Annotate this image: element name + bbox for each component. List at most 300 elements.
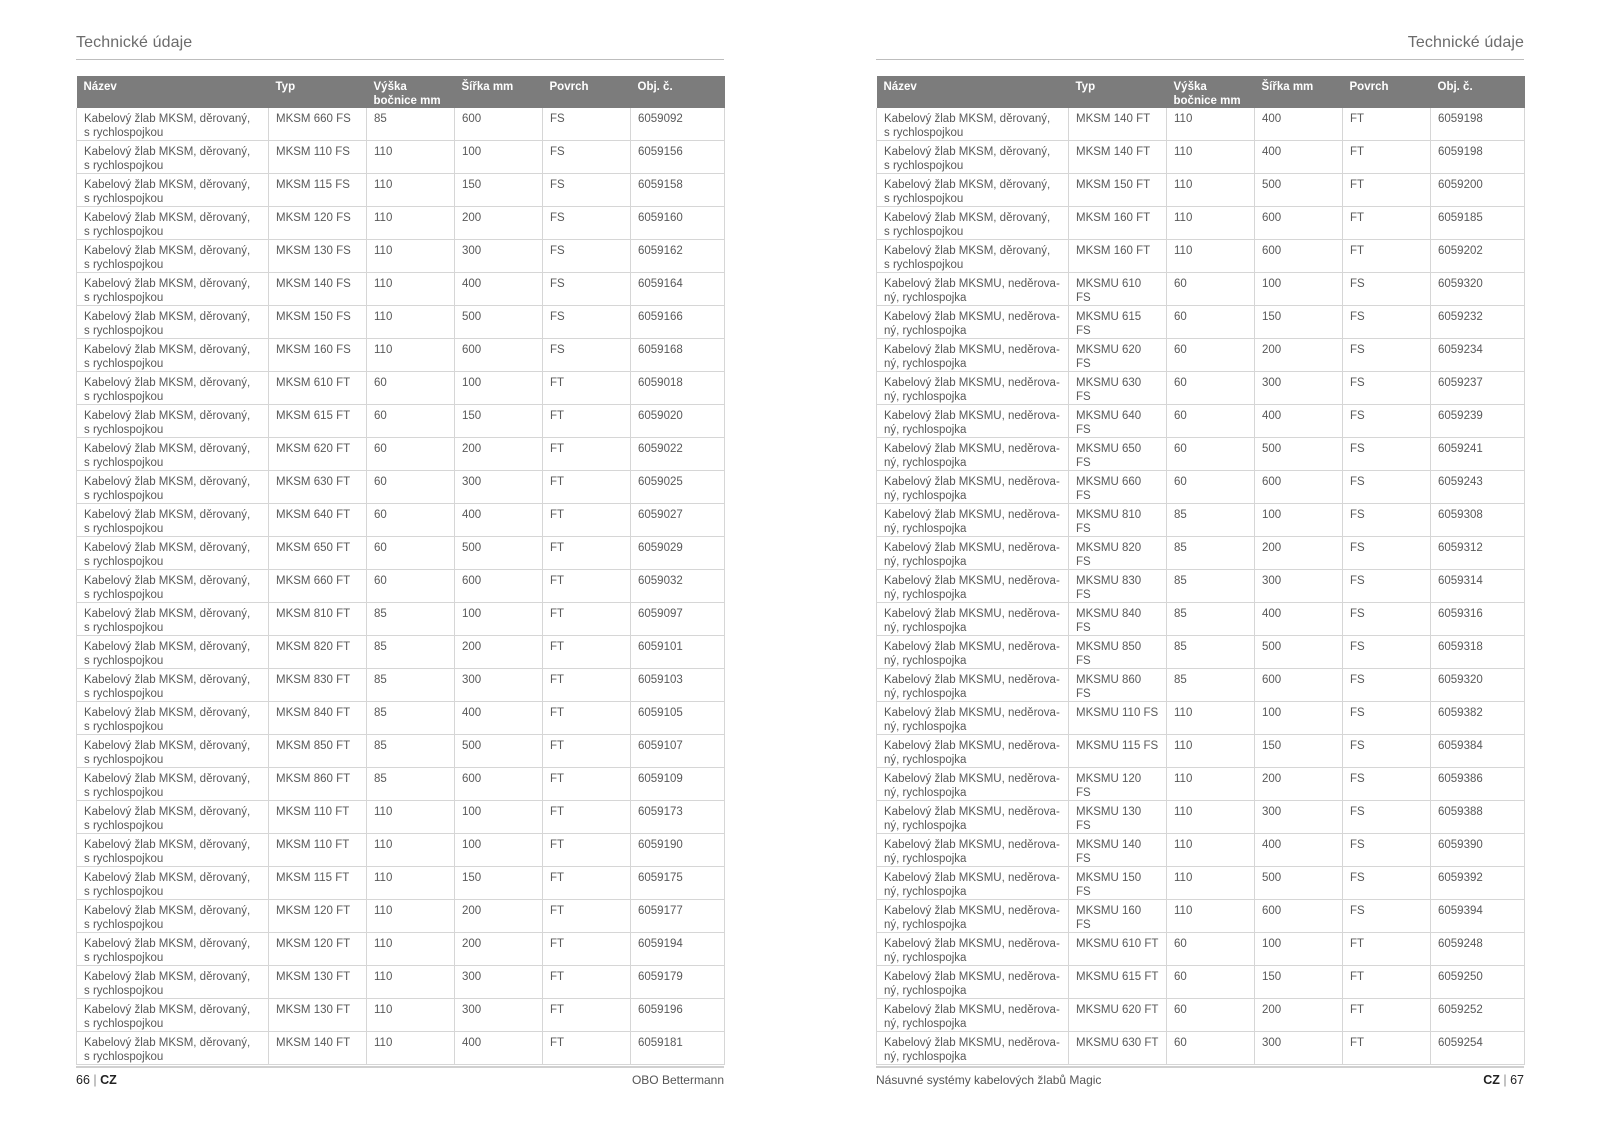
table-row xyxy=(877,504,1525,537)
cell-side-height: 85 xyxy=(367,702,455,735)
column-header-type: Typ xyxy=(269,76,367,108)
cell-order-number: 6059386 xyxy=(1431,768,1525,801)
cell-type: MKSM 110 FT xyxy=(269,834,367,867)
cell-order-number: 6059248 xyxy=(1431,933,1525,966)
table-row xyxy=(77,867,725,900)
cell-type: MKSMU 640 FS xyxy=(1069,405,1167,438)
table-row xyxy=(77,570,725,603)
cell-side-height: 85 xyxy=(367,669,455,702)
cell-name: Kabelový žlab MKSM, děrovaný, s rychlospojkou xyxy=(77,339,269,372)
cell-surface: FT xyxy=(1343,999,1431,1032)
cell-width: 300 xyxy=(455,240,543,273)
table-row xyxy=(77,240,725,273)
cell-type: MKSMU 160 FS xyxy=(1069,900,1167,933)
cell-name: Kabelový žlab MKSMU, neděrova- ný, rychlospojka xyxy=(877,603,1069,636)
cell-side-height: 110 xyxy=(367,207,455,240)
page-number-value: 66 xyxy=(76,1073,90,1087)
cell-surface: FS xyxy=(543,207,631,240)
cell-name: Kabelový žlab MKSM, děrovaný, s rychlospojkou xyxy=(77,966,269,999)
table-row xyxy=(77,405,725,438)
cell-order-number: 6059175 xyxy=(631,867,725,900)
page-title: Technické údaje xyxy=(76,34,193,51)
cell-side-height: 60 xyxy=(1167,471,1255,504)
cell-type: MKSM 660 FT xyxy=(269,570,367,603)
cell-side-height: 110 xyxy=(367,273,455,306)
cell-type: MKSM 620 FT xyxy=(269,438,367,471)
cell-type: MKSMU 620 FT xyxy=(1069,999,1167,1032)
cell-type: MKSM 160 FT xyxy=(1069,240,1167,273)
table-row xyxy=(77,438,725,471)
cell-type: MKSMU 660 FS xyxy=(1069,471,1167,504)
cell-name: Kabelový žlab MKSM, děrovaný, s rychlospojkou xyxy=(77,1032,269,1065)
page-number-separator: | xyxy=(93,1073,97,1087)
footer-catalog-title: Násuvné systémy kabelových žlabů Magic xyxy=(876,1073,1102,1087)
cell-surface: FS xyxy=(1343,735,1431,768)
cell-order-number: 6059254 xyxy=(1431,1032,1525,1065)
cell-order-number: 6059168 xyxy=(631,339,725,372)
cell-name: Kabelový žlab MKSM, děrovaný, s rychlospojkou xyxy=(77,768,269,801)
cell-width: 200 xyxy=(1255,339,1343,372)
table-row xyxy=(877,867,1525,900)
cell-type: MKSMU 615 FS xyxy=(1069,306,1167,339)
cell-side-height: 85 xyxy=(1167,570,1255,603)
cell-width: 600 xyxy=(1255,207,1343,240)
cell-side-height: 85 xyxy=(1167,537,1255,570)
cell-width: 500 xyxy=(1255,636,1343,669)
cell-width: 400 xyxy=(1255,141,1343,174)
footer-publisher: OBO Bettermann xyxy=(631,1073,724,1087)
cell-side-height: 110 xyxy=(1167,900,1255,933)
cell-width: 400 xyxy=(455,504,543,537)
cell-width: 200 xyxy=(455,933,543,966)
cell-width: 600 xyxy=(455,768,543,801)
cell-order-number: 6059314 xyxy=(1431,570,1525,603)
cell-order-number: 6059198 xyxy=(1431,141,1525,174)
cell-surface: FS xyxy=(1343,438,1431,471)
language-code: CZ xyxy=(1483,1073,1500,1087)
table-row xyxy=(877,570,1525,603)
cell-side-height: 85 xyxy=(1167,636,1255,669)
cell-order-number: 6059316 xyxy=(1431,603,1525,636)
cell-side-height: 110 xyxy=(367,867,455,900)
cell-surface: FT xyxy=(543,768,631,801)
language-code: CZ xyxy=(100,1073,117,1087)
cell-name: Kabelový žlab MKSM, děrovaný, s rychlospojkou xyxy=(877,108,1069,141)
cell-order-number: 6059025 xyxy=(631,471,725,504)
cell-side-height: 60 xyxy=(367,438,455,471)
cell-width: 600 xyxy=(455,108,543,141)
cell-surface: FT xyxy=(543,471,631,504)
cell-side-height: 85 xyxy=(367,108,455,141)
cell-order-number: 6059022 xyxy=(631,438,725,471)
table-row xyxy=(877,273,1525,306)
cell-width: 100 xyxy=(455,834,543,867)
cell-order-number: 6059092 xyxy=(631,108,725,141)
cell-surface: FT xyxy=(1343,240,1431,273)
cell-name: Kabelový žlab MKSM, děrovaný, s rychlospojkou xyxy=(877,207,1069,240)
cell-width: 300 xyxy=(455,966,543,999)
cell-order-number: 6059097 xyxy=(631,603,725,636)
cell-type: MKSM 830 FT xyxy=(269,669,367,702)
cell-surface: FS xyxy=(1343,306,1431,339)
page-number-separator: | xyxy=(1503,1073,1507,1087)
cell-name: Kabelový žlab MKSMU, neděrova- ný, rychlospojka xyxy=(877,636,1069,669)
cell-surface: FT xyxy=(543,801,631,834)
column-header-surface: Povrch xyxy=(1343,76,1431,108)
cell-width: 200 xyxy=(1255,537,1343,570)
cell-order-number: 6059179 xyxy=(631,966,725,999)
cell-width: 500 xyxy=(455,306,543,339)
cell-order-number: 6059101 xyxy=(631,636,725,669)
cell-side-height: 85 xyxy=(1167,504,1255,537)
cell-surface: FS xyxy=(543,306,631,339)
cell-type: MKSMU 110 FS xyxy=(1069,702,1167,735)
table-row xyxy=(877,240,1525,273)
table-row xyxy=(77,471,725,504)
cell-type: MKSMU 630 FS xyxy=(1069,372,1167,405)
cell-name: Kabelový žlab MKSMU, neděrova- ný, rychlospojka xyxy=(877,933,1069,966)
cell-type: MKSM 110 FT xyxy=(269,801,367,834)
column-header-side-height: Výška bočnice mm xyxy=(1167,76,1255,108)
cell-surface: FS xyxy=(1343,636,1431,669)
table-row xyxy=(877,438,1525,471)
cell-width: 400 xyxy=(455,702,543,735)
table-row xyxy=(877,471,1525,504)
footer-divider xyxy=(876,1066,1524,1068)
table-row xyxy=(877,702,1525,735)
cell-surface: FT xyxy=(1343,141,1431,174)
cell-surface: FS xyxy=(1343,504,1431,537)
cell-name: Kabelový žlab MKSM, děrovaný, s rychlospojkou xyxy=(77,570,269,603)
column-header-name: Název xyxy=(77,76,269,108)
cell-name: Kabelový žlab MKSM, děrovaný, s rychlospojkou xyxy=(77,801,269,834)
cell-surface: FS xyxy=(1343,570,1431,603)
cell-surface: FT xyxy=(543,372,631,405)
cell-width: 150 xyxy=(1255,735,1343,768)
cell-name: Kabelový žlab MKSM, děrovaný, s rychlospojkou xyxy=(77,207,269,240)
cell-name: Kabelový žlab MKSMU, neděrova- ný, rychlospojka xyxy=(877,405,1069,438)
page-number xyxy=(1483,1073,1524,1087)
cell-name: Kabelový žlab MKSMU, neděrova- ný, rychlospojka xyxy=(877,438,1069,471)
cell-order-number: 6059388 xyxy=(1431,801,1525,834)
title-divider xyxy=(76,59,724,60)
cell-width: 400 xyxy=(1255,603,1343,636)
table-row xyxy=(77,834,725,867)
cell-type: MKSM 140 FS xyxy=(269,273,367,306)
table-row xyxy=(877,339,1525,372)
cell-name: Kabelový žlab MKSM, děrovaný, s rychlospojkou xyxy=(77,504,269,537)
cell-type: MKSMU 810 FS xyxy=(1069,504,1167,537)
table-row xyxy=(877,966,1525,999)
cell-surface: FS xyxy=(1343,471,1431,504)
cell-surface: FS xyxy=(543,339,631,372)
cell-side-height: 110 xyxy=(1167,207,1255,240)
cell-side-height: 110 xyxy=(1167,768,1255,801)
cell-type: MKSM 615 FT xyxy=(269,405,367,438)
column-header-side-height: Výška bočnice mm xyxy=(367,76,455,108)
cell-name: Kabelový žlab MKSMU, neděrova- ný, rychlospojka xyxy=(877,768,1069,801)
cell-surface: FS xyxy=(1343,603,1431,636)
cell-width: 300 xyxy=(455,999,543,1032)
cell-width: 150 xyxy=(455,174,543,207)
cell-surface: FS xyxy=(1343,867,1431,900)
cell-name: Kabelový žlab MKSMU, neděrova- ný, rychlospojka xyxy=(877,471,1069,504)
cell-surface: FS xyxy=(1343,768,1431,801)
cell-name: Kabelový žlab MKSM, děrovaný, s rychlospojkou xyxy=(77,174,269,207)
cell-side-height: 110 xyxy=(1167,735,1255,768)
cell-name: Kabelový žlab MKSM, děrovaný, s rychlospojkou xyxy=(77,273,269,306)
cell-side-height: 110 xyxy=(367,834,455,867)
cell-order-number: 6059394 xyxy=(1431,900,1525,933)
cell-type: MKSMU 610 FS xyxy=(1069,273,1167,306)
cell-order-number: 6059156 xyxy=(631,141,725,174)
cell-width: 100 xyxy=(1255,933,1343,966)
cell-width: 150 xyxy=(455,405,543,438)
cell-order-number: 6059173 xyxy=(631,801,725,834)
cell-type: MKSMU 620 FS xyxy=(1069,339,1167,372)
cell-order-number: 6059177 xyxy=(631,900,725,933)
cell-surface: FT xyxy=(543,603,631,636)
cell-side-height: 60 xyxy=(367,537,455,570)
cell-width: 400 xyxy=(455,273,543,306)
table-row xyxy=(77,933,725,966)
table-row xyxy=(77,537,725,570)
cell-type: MKSMU 130 FS xyxy=(1069,801,1167,834)
cell-order-number: 6059241 xyxy=(1431,438,1525,471)
cell-name: Kabelový žlab MKSM, děrovaný, s rychlospojkou xyxy=(77,933,269,966)
cell-surface: FT xyxy=(543,999,631,1032)
cell-type: MKSM 640 FT xyxy=(269,504,367,537)
cell-width: 300 xyxy=(1255,570,1343,603)
table-row xyxy=(77,966,725,999)
cell-name: Kabelový žlab MKSMU, neděrova- ný, rychlospojka xyxy=(877,999,1069,1032)
cell-width: 600 xyxy=(455,570,543,603)
cell-type: MKSM 820 FT xyxy=(269,636,367,669)
column-header-order-number: Obj. č. xyxy=(1431,76,1525,108)
cell-type: MKSMU 840 FS xyxy=(1069,603,1167,636)
cell-order-number: 6059232 xyxy=(1431,306,1525,339)
cell-width: 500 xyxy=(455,735,543,768)
cell-name: Kabelový žlab MKSMU, neděrova- ný, rychlospojka xyxy=(877,1032,1069,1065)
cell-side-height: 60 xyxy=(1167,405,1255,438)
cell-side-height: 60 xyxy=(1167,933,1255,966)
cell-order-number: 6059202 xyxy=(1431,240,1525,273)
cell-side-height: 110 xyxy=(367,141,455,174)
cell-surface: FT xyxy=(543,570,631,603)
cell-type: MKSM 115 FS xyxy=(269,174,367,207)
cell-side-height: 60 xyxy=(1167,306,1255,339)
table-row xyxy=(877,174,1525,207)
cell-surface: FT xyxy=(543,735,631,768)
cell-width: 400 xyxy=(1255,108,1343,141)
table-row xyxy=(877,141,1525,174)
cell-type: MKSM 115 FT xyxy=(269,867,367,900)
cell-side-height: 110 xyxy=(1167,801,1255,834)
cell-type: MKSM 130 FT xyxy=(269,999,367,1032)
cell-surface: FT xyxy=(543,405,631,438)
cell-side-height: 110 xyxy=(367,339,455,372)
cell-type: MKSM 160 FS xyxy=(269,339,367,372)
product-table xyxy=(876,76,1525,1065)
cell-name: Kabelový žlab MKSM, děrovaný, s rychlospojkou xyxy=(77,438,269,471)
cell-type: MKSMU 115 FS xyxy=(1069,735,1167,768)
cell-order-number: 6059234 xyxy=(1431,339,1525,372)
cell-order-number: 6059164 xyxy=(631,273,725,306)
cell-type: MKSM 840 FT xyxy=(269,702,367,735)
cell-side-height: 110 xyxy=(367,174,455,207)
cell-order-number: 6059312 xyxy=(1431,537,1525,570)
cell-name: Kabelový žlab MKSMU, neděrova- ný, rychlospojka xyxy=(877,702,1069,735)
cell-type: MKSM 660 FS xyxy=(269,108,367,141)
cell-width: 200 xyxy=(1255,999,1343,1032)
table-row xyxy=(877,933,1525,966)
page-number-value: 67 xyxy=(1510,1073,1524,1087)
footer-divider xyxy=(76,1066,724,1068)
cell-side-height: 60 xyxy=(367,372,455,405)
cell-order-number: 6059162 xyxy=(631,240,725,273)
cell-width: 150 xyxy=(1255,966,1343,999)
cell-width: 300 xyxy=(1255,801,1343,834)
cell-order-number: 6059308 xyxy=(1431,504,1525,537)
cell-surface: FS xyxy=(1343,669,1431,702)
cell-type: MKSM 650 FT xyxy=(269,537,367,570)
cell-name: Kabelový žlab MKSM, děrovaný, s rychlospojkou xyxy=(77,900,269,933)
cell-name: Kabelový žlab MKSM, děrovaný, s rychlospojkou xyxy=(77,108,269,141)
cell-order-number: 6059198 xyxy=(1431,108,1525,141)
cell-side-height: 110 xyxy=(367,933,455,966)
cell-name: Kabelový žlab MKSMU, neděrova- ný, rychlospojka xyxy=(877,735,1069,768)
cell-order-number: 6059158 xyxy=(631,174,725,207)
cell-width: 600 xyxy=(1255,471,1343,504)
table-row xyxy=(77,273,725,306)
table-row xyxy=(77,306,725,339)
cell-order-number: 6059185 xyxy=(1431,207,1525,240)
cell-side-height: 110 xyxy=(1167,240,1255,273)
cell-side-height: 60 xyxy=(1167,339,1255,372)
cell-side-height: 60 xyxy=(1167,966,1255,999)
cell-side-height: 110 xyxy=(1167,702,1255,735)
cell-type: MKSM 150 FT xyxy=(1069,174,1167,207)
cell-width: 200 xyxy=(1255,768,1343,801)
cell-type: MKSM 160 FT xyxy=(1069,207,1167,240)
cell-type: MKSM 140 FT xyxy=(1069,141,1167,174)
table-row xyxy=(877,834,1525,867)
cell-surface: FT xyxy=(1343,108,1431,141)
cell-side-height: 60 xyxy=(1167,438,1255,471)
cell-name: Kabelový žlab MKSMU, neděrova- ný, rychlospojka xyxy=(877,273,1069,306)
cell-order-number: 6059250 xyxy=(1431,966,1525,999)
cell-width: 200 xyxy=(455,900,543,933)
table-row xyxy=(877,108,1525,141)
cell-name: Kabelový žlab MKSM, děrovaný, s rychlospojkou xyxy=(877,174,1069,207)
cell-surface: FT xyxy=(543,438,631,471)
cell-order-number: 6059103 xyxy=(631,669,725,702)
table-row xyxy=(77,1032,725,1065)
table-header-row xyxy=(877,76,1525,108)
cell-surface: FT xyxy=(543,669,631,702)
cell-side-height: 110 xyxy=(1167,867,1255,900)
cell-surface: FS xyxy=(543,240,631,273)
cell-surface: FS xyxy=(543,108,631,141)
table-row xyxy=(877,603,1525,636)
cell-order-number: 6059239 xyxy=(1431,405,1525,438)
page-number xyxy=(76,1073,117,1087)
cell-type: MKSM 610 FT xyxy=(269,372,367,405)
cell-surface: FT xyxy=(543,933,631,966)
cell-type: MKSM 120 FS xyxy=(269,207,367,240)
cell-width: 400 xyxy=(1255,405,1343,438)
table-row xyxy=(877,537,1525,570)
cell-name: Kabelový žlab MKSM, děrovaný, s rychlospojkou xyxy=(77,372,269,405)
cell-side-height: 60 xyxy=(1167,1032,1255,1065)
cell-side-height: 110 xyxy=(367,306,455,339)
cell-order-number: 6059020 xyxy=(631,405,725,438)
cell-width: 100 xyxy=(455,603,543,636)
table-row xyxy=(77,603,725,636)
cell-type: MKSM 110 FS xyxy=(269,141,367,174)
cell-width: 300 xyxy=(1255,1032,1343,1065)
cell-width: 500 xyxy=(455,537,543,570)
cell-name: Kabelový žlab MKSM, děrovaný, s rychlospojkou xyxy=(77,999,269,1032)
cell-side-height: 60 xyxy=(367,471,455,504)
table-header-row xyxy=(77,76,725,108)
cell-type: MKSMU 860 FS xyxy=(1069,669,1167,702)
cell-order-number: 6059243 xyxy=(1431,471,1525,504)
cell-side-height: 110 xyxy=(367,801,455,834)
cell-type: MKSMU 120 FS xyxy=(1069,768,1167,801)
cell-name: Kabelový žlab MKSM, děrovaný, s rychlospojkou xyxy=(77,471,269,504)
cell-width: 100 xyxy=(1255,273,1343,306)
cell-type: MKSM 130 FS xyxy=(269,240,367,273)
cell-order-number: 6059190 xyxy=(631,834,725,867)
cell-name: Kabelový žlab MKSM, děrovaný, s rychlospojkou xyxy=(77,636,269,669)
cell-type: MKSMU 150 FS xyxy=(1069,867,1167,900)
cell-surface: FS xyxy=(1343,702,1431,735)
cell-width: 100 xyxy=(455,141,543,174)
column-header-surface: Povrch xyxy=(543,76,631,108)
column-header-order-number: Obj. č. xyxy=(631,76,725,108)
table-row xyxy=(877,768,1525,801)
title-divider xyxy=(876,59,1524,60)
cell-type: MKSM 810 FT xyxy=(269,603,367,636)
cell-surface: FS xyxy=(1343,834,1431,867)
cell-side-height: 60 xyxy=(1167,999,1255,1032)
cell-order-number: 6059032 xyxy=(631,570,725,603)
cell-type: MKSMU 630 FT xyxy=(1069,1032,1167,1065)
table-row xyxy=(877,636,1525,669)
cell-name: Kabelový žlab MKSMU, neděrova- ný, rychlospojka xyxy=(877,966,1069,999)
cell-name: Kabelový žlab MKSM, děrovaný, s rychlospojkou xyxy=(77,735,269,768)
cell-surface: FT xyxy=(543,702,631,735)
table-row xyxy=(77,801,725,834)
product-table xyxy=(76,76,725,1065)
table-row xyxy=(77,108,725,141)
cell-side-height: 60 xyxy=(1167,372,1255,405)
cell-order-number: 6059105 xyxy=(631,702,725,735)
cell-name: Kabelový žlab MKSMU, neděrova- ný, rychlospojka xyxy=(877,504,1069,537)
table-row xyxy=(77,999,725,1032)
cell-type: MKSMU 830 FS xyxy=(1069,570,1167,603)
table-row xyxy=(877,372,1525,405)
cell-order-number: 6059196 xyxy=(631,999,725,1032)
cell-name: Kabelový žlab MKSMU, neděrova- ný, rychlospojka xyxy=(877,537,1069,570)
cell-name: Kabelový žlab MKSMU, neděrova- ný, rychlospojka xyxy=(877,372,1069,405)
cell-side-height: 60 xyxy=(367,504,455,537)
column-header-width: Šířka mm xyxy=(1255,76,1343,108)
cell-width: 100 xyxy=(1255,702,1343,735)
column-header-name: Název xyxy=(877,76,1069,108)
cell-type: MKSMU 140 FS xyxy=(1069,834,1167,867)
